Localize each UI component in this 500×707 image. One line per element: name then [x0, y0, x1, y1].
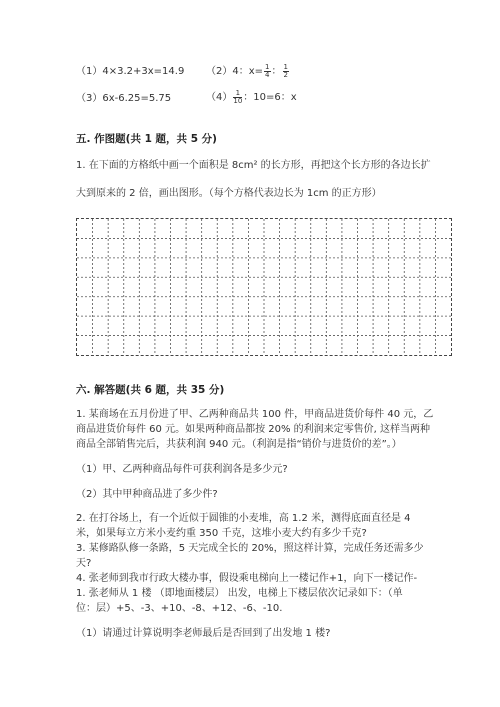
- problem-1-question-2: （2）其中甲种商品进了多少件?: [76, 489, 218, 500]
- problem-4-line-1: 4. 张老师到我市行政大楼办事，假设乘电梯向上一楼记作+1，向下一楼记作-: [76, 573, 418, 584]
- equation-4-prefix: （4）: [206, 92, 233, 103]
- problem-2-line-2: 米，如果每立方米小麦约重 350 千克，这堆小麦大约有多少千克?: [76, 528, 367, 539]
- section-5-title: 五. 作图题(共 1 题，共 5 分): [76, 133, 217, 145]
- grid-lines: [77, 219, 451, 355]
- problem-4-line-2: 1. 张老师从 1 楼 （即地面楼层） 出发，电梯上下楼层依次记录如下：（单: [76, 588, 403, 599]
- problem-3-line-1: 3. 某修路队修一条路，5 天完成全长的 20%，照这样计算，完成任务还需多少: [76, 543, 424, 554]
- section-6-title: 六. 解答题(共 6 题，共 35 分): [76, 384, 225, 396]
- problem-1-line-1: 1. 某商场在五月份进了甲、乙两种商品共 100 件，甲商品进货价每件 40 元，乙: [76, 409, 434, 420]
- problem-1-question-1: （1）甲、乙两种商品每件可获利润各是多少元?: [76, 464, 288, 475]
- equation-2: [206, 62, 290, 82]
- problem-2-line-1: 2. 在打谷场上，有一个近似于圆锥的小麦堆，高 1.2 米，测得底面直径是 4: [76, 513, 411, 524]
- equation-2-ratio: ：: [271, 66, 282, 77]
- equation-3: （3）6x-6.25=5.75: [76, 93, 172, 104]
- drawing-grid[interactable]: [76, 218, 452, 356]
- problem-3-line-2: 天?: [76, 558, 92, 569]
- fraction-one-half: $\frac{1}{2}$: [283, 62, 288, 79]
- section-5-line-1: 1. 在下面的方格纸中画一个面积是 8cm² 的长方形，再把这个长方形的各边长扩: [76, 160, 431, 171]
- section-5-line-2: 大到原来的 2 倍，画出图形。（每个方格代表边长为 1cm 的正方形）: [76, 188, 382, 199]
- problem-1-line-2: 商品进货价每件 60 元。如果两种商品都按 20% 的利润来定零售价, 这样当两种: [76, 424, 431, 435]
- equation-4-suffix: ：10=6：x: [243, 92, 297, 103]
- fraction-one-tenth: $\frac{1}{10}$: [233, 88, 243, 105]
- problem-4-line-3: 位：层）+5、-3、+10、-8、+12、-6、-10.: [76, 603, 283, 614]
- fraction-one-quarter: $\frac{1}{4}$: [265, 62, 270, 79]
- problem-1-line-3: 商品全部销售完后，共获利润 940 元。（利润是指“销价与进货价的差”。）: [76, 439, 402, 450]
- equation-4: [206, 88, 297, 108]
- problem-4-question-1: （1）请通过计算说明李老师最后是否回到了出发地 1 楼?: [76, 628, 331, 639]
- equation-1: （1）4×3.2+3x=14.9: [76, 66, 185, 77]
- equation-2-prefix: （2）4：x=: [206, 66, 264, 77]
